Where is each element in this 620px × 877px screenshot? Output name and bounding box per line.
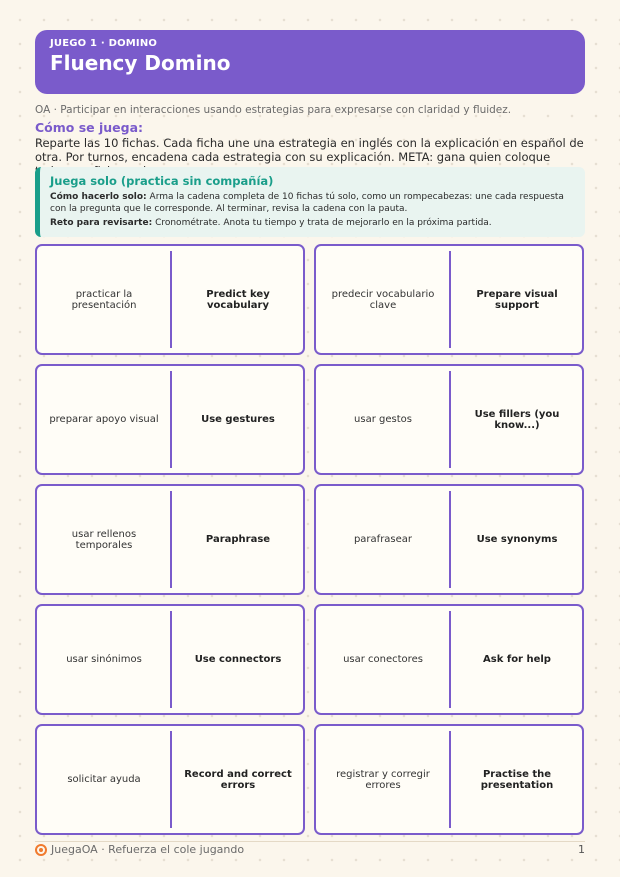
solo-how-label: Cómo hacerlo solo: [50, 192, 147, 202]
tile-right-text: Predict key vocabulary [206, 288, 270, 311]
tile-right-text: Paraphrase [205, 534, 271, 545]
domino-tile [35, 484, 305, 595]
brand-logo-icon [35, 844, 47, 856]
tile-left-text: parafrasear [353, 534, 413, 545]
domino-tile [314, 724, 584, 835]
tile-left-text: solicitar ayuda [67, 774, 141, 785]
tile-left-text: usar conectores [343, 654, 423, 665]
domino-tile [314, 484, 584, 595]
tile-right-text: Use synonyms [476, 534, 558, 545]
domino-tile [35, 604, 305, 715]
solo-play-title: Juega solo (practica sin compañía) [50, 174, 274, 188]
tile-left-text: registrar y corregir errores [336, 768, 430, 791]
page-footer [35, 843, 585, 856]
footer-divider [35, 841, 585, 842]
tile-left-text: preparar apoyo visual [49, 414, 159, 425]
domino-tile [35, 364, 305, 475]
tile-right-text: Ask for help [483, 654, 551, 665]
solo-challenge-label: Reto para revisarte: [50, 218, 153, 228]
solo-challenge-text: Cronométrate. Anota tu tiempo y trata de mejorarlo en la próxima partida. [155, 218, 492, 228]
domino-tile [35, 724, 305, 835]
domino-tile [314, 244, 584, 355]
game-kicker: JUEGO 1 · DOMINO [50, 38, 158, 49]
tile-right-text: Use fillers (you know...) [474, 408, 560, 431]
how-to-play-title: Cómo se juega: [35, 120, 144, 135]
solo-play-box [35, 167, 585, 237]
solo-how-text: Arma la cadena completa de 10 fichas tú solo, como un rompecabezas: une cada respuesta con la pregunta que le corresponde. Al terminar, revisa la cadena con la pauta. [50, 192, 564, 214]
tile-left-text: practicar la presentación [71, 288, 137, 311]
tile-right-text: Use gestures [201, 414, 275, 425]
domino-tile [314, 604, 584, 715]
tile-left-text: usar gestos [354, 414, 412, 425]
tile-left-text: usar sinónimos [66, 654, 142, 665]
solo-challenge-paragraph [50, 217, 575, 229]
tile-right-text: Prepare visual support [476, 288, 558, 311]
page-header [35, 30, 585, 94]
domino-tile [35, 244, 305, 355]
domino-tile [314, 364, 584, 475]
page-number: 1 [578, 843, 585, 856]
footer-brand: JuegaOA · Refuerza el cole jugando [51, 843, 245, 856]
learning-objective: OA · Participar en interacciones usando estrategias para expresarse con claridad y fluidez. [35, 104, 512, 116]
tile-left-text: predecir vocabulario clave [331, 288, 435, 311]
tile-right-text: Record and correct errors [184, 768, 292, 791]
solo-how-paragraph [50, 191, 575, 215]
tile-right-text: Use connectors [194, 654, 282, 665]
how-to-play-text: Reparte las 10 fichas. Cada ficha une una estrategia en inglés con la explicación en español de otra. Por turnos, encadena cada estrategia con su explicación. META: gana quien coloque [35, 136, 584, 164]
tile-left-text: usar rellenos temporales [71, 528, 137, 551]
page-title: Fluency Domino [50, 51, 231, 75]
tile-right-text: Practise the presentation [480, 768, 554, 791]
